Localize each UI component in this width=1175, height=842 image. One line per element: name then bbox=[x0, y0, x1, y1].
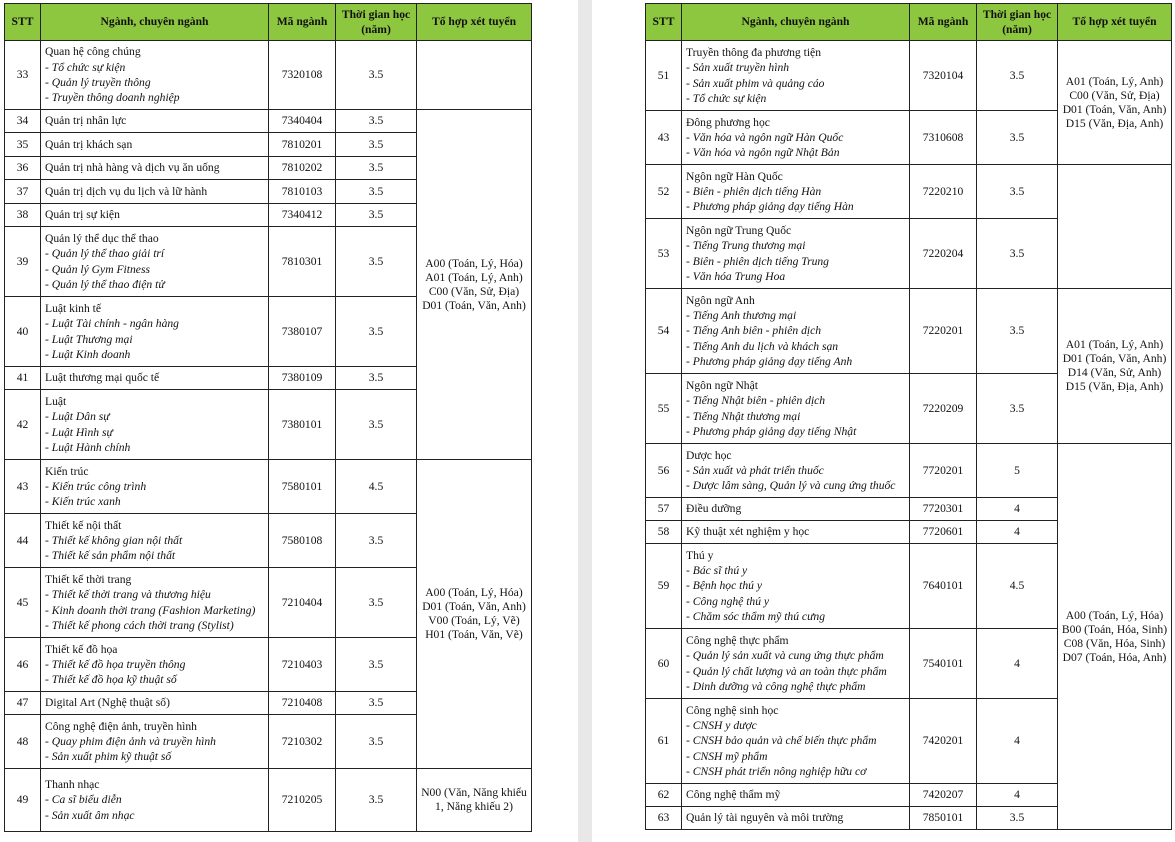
row-stt: 52 bbox=[646, 165, 682, 219]
specialization: - Văn hóa và ngôn ngữ Nhật Bản bbox=[686, 146, 840, 160]
specialization: - Tiếng Nhật thương mại bbox=[686, 409, 801, 423]
major-name: Thiết kế thời trang bbox=[45, 572, 132, 586]
major-name: Luật kinh tế bbox=[45, 301, 102, 315]
row-duration: 3.5 bbox=[336, 715, 417, 769]
row-stt: 36 bbox=[5, 157, 41, 180]
row-stt: 44 bbox=[5, 514, 41, 568]
major-name: Công nghệ thực phẩm bbox=[686, 633, 789, 647]
specialization: - Kiến trúc công trình bbox=[45, 479, 147, 493]
row-stt: 41 bbox=[5, 367, 41, 390]
major-name: Công nghệ sinh học bbox=[686, 703, 779, 717]
row-stt: 61 bbox=[646, 699, 682, 784]
combo-cell bbox=[1058, 444, 1172, 830]
specialization: - Quay phim điện ảnh và truyền hình bbox=[45, 734, 216, 748]
specialization: - Sản xuất truyền hình bbox=[686, 61, 790, 75]
specialization: - Tiếng Anh thương mại bbox=[686, 309, 797, 323]
header-code: Mã ngành bbox=[269, 4, 336, 41]
row-duration: 3.5 bbox=[336, 514, 417, 568]
row-major bbox=[682, 41, 910, 111]
major-name: Ngôn ngữ Anh bbox=[686, 293, 755, 307]
row-stt: 37 bbox=[5, 180, 41, 204]
combo-cell bbox=[417, 110, 532, 460]
specialization: - Tổ chức sự kiện bbox=[45, 60, 126, 74]
specialization: - Phương pháp giảng dạy tiếng Hàn bbox=[686, 200, 854, 214]
table-row bbox=[5, 769, 532, 832]
header-major: Ngành, chuyên ngành bbox=[682, 4, 910, 41]
combo-cell bbox=[417, 41, 532, 110]
specialization: - Luật Hình sự bbox=[45, 425, 113, 439]
row-stt: 48 bbox=[5, 715, 41, 769]
row-code: 7340404 bbox=[269, 110, 336, 133]
row-stt: 60 bbox=[646, 629, 682, 699]
row-stt: 42 bbox=[5, 390, 41, 460]
specialization: - Thiết kế đồ họa truyền thông bbox=[45, 657, 186, 671]
combo-line: C00 (Văn, Sử, Địa) bbox=[1069, 88, 1160, 102]
row-code: 7420207 bbox=[910, 784, 977, 807]
specialization: - Tiếng Anh biên - phiên dịch bbox=[686, 324, 822, 338]
row-code: 7320104 bbox=[910, 41, 977, 111]
row-duration: 4.5 bbox=[977, 544, 1058, 629]
row-major bbox=[682, 374, 910, 444]
table-row bbox=[646, 289, 1172, 374]
specialization: - Kinh doanh thời trang (Fashion Marketing) bbox=[45, 603, 256, 617]
row-major bbox=[41, 769, 269, 832]
row-duration: 3.5 bbox=[977, 807, 1058, 830]
specialization: - Ca sĩ biểu diễn bbox=[45, 793, 122, 807]
specialization: - Biên - phiên dịch tiếng Trung bbox=[686, 254, 829, 268]
row-duration: 3.5 bbox=[336, 297, 417, 367]
row-duration: 3.5 bbox=[336, 133, 417, 157]
row-major bbox=[682, 289, 910, 374]
row-duration: 3.5 bbox=[336, 638, 417, 692]
header-combos: Tổ hợp xét tuyển bbox=[417, 4, 532, 41]
specialization: - Quản lý thể thao giải trí bbox=[45, 247, 165, 261]
combo-line: A01 (Toán, Lý, Anh) bbox=[1065, 74, 1164, 88]
specialization: - Thiết kế đồ họa kỹ thuật số bbox=[45, 673, 177, 687]
row-major bbox=[682, 544, 910, 629]
row-major bbox=[41, 367, 269, 390]
specialization: - CNSH bảo quản và chế biến thực phẩm bbox=[686, 734, 877, 748]
row-duration: 3.5 bbox=[336, 110, 417, 133]
row-code: 7340412 bbox=[269, 204, 336, 227]
table-row bbox=[5, 460, 532, 514]
header-stt: STT bbox=[646, 4, 682, 41]
specialization: - Dược lâm sàng, Quản lý và cung ứng thuốc bbox=[686, 479, 896, 493]
specialization: - Tiếng Trung thương mại bbox=[686, 239, 806, 253]
row-stt: 55 bbox=[646, 374, 682, 444]
row-major bbox=[682, 165, 910, 219]
row-code: 7380107 bbox=[269, 297, 336, 367]
row-major bbox=[41, 568, 269, 638]
table-row bbox=[646, 444, 1172, 498]
row-stt: 38 bbox=[5, 204, 41, 227]
major-name: Digital Art (Nghệ thuật số) bbox=[45, 696, 170, 710]
row-major bbox=[41, 227, 269, 297]
row-major bbox=[41, 41, 269, 110]
row-duration: 3.5 bbox=[336, 692, 417, 715]
major-name: Luật bbox=[45, 394, 67, 408]
specialization: - Sản xuất và phát triển thuốc bbox=[686, 463, 824, 477]
header-combos: Tổ hợp xét tuyển bbox=[1058, 4, 1172, 41]
row-duration: 3.5 bbox=[336, 769, 417, 832]
major-name: Dược học bbox=[686, 448, 732, 462]
specialization: - Tổ chức sự kiện bbox=[686, 91, 767, 105]
row-major bbox=[682, 498, 910, 521]
specialization: - Truyền thông doanh nghiệp bbox=[45, 91, 180, 105]
row-duration: 4 bbox=[977, 629, 1058, 699]
major-name: Thiết kế nội thất bbox=[45, 518, 122, 532]
row-stt: 46 bbox=[5, 638, 41, 692]
row-major bbox=[41, 204, 269, 227]
row-duration: 3.5 bbox=[977, 374, 1058, 444]
row-code: 7540101 bbox=[910, 629, 977, 699]
major-name: Quản trị dịch vụ du lịch và lữ hành bbox=[45, 184, 208, 198]
row-duration: 4 bbox=[977, 521, 1058, 544]
row-stt: 54 bbox=[646, 289, 682, 374]
header-duration: Thời gian học (năm) bbox=[977, 4, 1058, 41]
combo-cell bbox=[1058, 289, 1172, 444]
specialization: - Luật Tài chính - ngân hàng bbox=[45, 317, 179, 331]
row-major bbox=[41, 110, 269, 133]
header-stt: STT bbox=[5, 4, 41, 41]
specialization: - CNSH mỹ phẩm bbox=[686, 749, 768, 763]
row-stt: 51 bbox=[646, 41, 682, 111]
row-stt: 34 bbox=[5, 110, 41, 133]
major-name: Kỹ thuật xét nghiệm y học bbox=[686, 525, 810, 539]
specialization: - Văn hóa và ngôn ngữ Hàn Quốc bbox=[686, 130, 844, 144]
combo-line: N00 (Văn, Năng khiếu 1, Năng khiếu 2) bbox=[421, 786, 527, 813]
major-name: Truyền thông đa phương tiện bbox=[686, 45, 822, 59]
row-major bbox=[41, 692, 269, 715]
row-stt: 58 bbox=[646, 521, 682, 544]
row-stt: 47 bbox=[5, 692, 41, 715]
row-major bbox=[41, 297, 269, 367]
specialization: - Thiết kế sản phẩm nội thất bbox=[45, 549, 176, 563]
row-duration: 3.5 bbox=[336, 157, 417, 180]
row-major bbox=[682, 111, 910, 165]
specialization: - Sản xuất âm nhạc bbox=[45, 808, 135, 822]
specialization: - Kiến trúc xanh bbox=[45, 495, 121, 509]
row-duration: 3.5 bbox=[336, 227, 417, 297]
row-duration: 4.5 bbox=[336, 460, 417, 514]
major-name: Điều dưỡng bbox=[686, 502, 742, 516]
specialization: - Luật Hành chính bbox=[45, 440, 131, 454]
major-name: Quản lý thể dục thể thao bbox=[45, 231, 159, 245]
row-duration: 3.5 bbox=[977, 219, 1058, 289]
row-code: 7810103 bbox=[269, 180, 336, 204]
row-stt: 33 bbox=[5, 41, 41, 110]
row-duration: 3.5 bbox=[977, 41, 1058, 111]
major-name: Luật thương mại quốc tế bbox=[45, 371, 160, 385]
specialization: - Sản xuất phim và quảng cáo bbox=[686, 76, 825, 90]
row-duration: 3.5 bbox=[336, 367, 417, 390]
row-code: 7810301 bbox=[269, 227, 336, 297]
specialization: - Quản lý truyền thông bbox=[45, 76, 151, 89]
row-duration: 4 bbox=[977, 699, 1058, 784]
combo-line: V00 (Toán, Lý, Vẽ) bbox=[428, 614, 520, 627]
specialization: - Luật Thương mại bbox=[45, 332, 133, 346]
combo-line: A00 (Toán, Lý, Hóa) bbox=[425, 256, 523, 270]
row-code: 7210302 bbox=[269, 715, 336, 769]
row-stt: 49 bbox=[5, 769, 41, 832]
row-major bbox=[682, 444, 910, 498]
specialization: - Dinh dưỡng và công nghệ thực phẩm bbox=[686, 679, 866, 693]
table-row bbox=[646, 41, 1172, 111]
row-stt: 45 bbox=[5, 568, 41, 638]
row-duration: 3.5 bbox=[336, 180, 417, 204]
row-stt: 43 bbox=[5, 460, 41, 514]
specialization: - Chăm sóc thẩm mỹ thú cưng bbox=[686, 609, 825, 623]
specialization: - Bệnh học thú y bbox=[686, 579, 762, 593]
row-stt: 43 bbox=[646, 111, 682, 165]
row-code: 7220204 bbox=[910, 219, 977, 289]
row-major bbox=[41, 133, 269, 157]
row-major bbox=[41, 180, 269, 204]
table-row bbox=[646, 165, 1172, 219]
major-name: Quản lý tài nguyên và môi trường bbox=[686, 811, 844, 825]
combo-line: C00 (Văn, Sử, Địa) bbox=[428, 284, 520, 298]
row-major bbox=[41, 514, 269, 568]
major-name: Quản trị sự kiện bbox=[45, 208, 120, 222]
combo-line: A01 (Toán, Lý, Anh) bbox=[425, 270, 523, 284]
combo-line: C08 (Văn, Hóa, Sinh) bbox=[1063, 636, 1166, 650]
row-major bbox=[682, 521, 910, 544]
combo-line: B00 (Toán, Hóa, Sinh) bbox=[1061, 622, 1168, 636]
row-code: 7220210 bbox=[910, 165, 977, 219]
row-code: 7580101 bbox=[269, 460, 336, 514]
row-major bbox=[41, 460, 269, 514]
combo-line: D01 (Toán, Văn, Anh) bbox=[1062, 102, 1167, 116]
major-name: Kiến trúc bbox=[45, 464, 89, 478]
row-code: 7220209 bbox=[910, 374, 977, 444]
row-major bbox=[682, 219, 910, 289]
row-stt: 40 bbox=[5, 297, 41, 367]
row-duration: 3.5 bbox=[977, 165, 1058, 219]
major-name: Quản trị nhà hàng và dịch vụ ăn uống bbox=[45, 161, 220, 175]
row-duration: 3.5 bbox=[977, 289, 1058, 374]
header-code: Mã ngành bbox=[910, 4, 977, 41]
specialization: - Thiết kế không gian nội thất bbox=[45, 533, 183, 547]
specialization: - Bác sĩ thú y bbox=[686, 564, 748, 578]
row-stt: 56 bbox=[646, 444, 682, 498]
specialization: - Phương pháp giảng dạy tiếng Nhật bbox=[686, 424, 857, 438]
row-code: 7580108 bbox=[269, 514, 336, 568]
combo-cell bbox=[1058, 165, 1172, 289]
specialization: - Quản lý chất lượng và an toàn thực phẩm bbox=[686, 664, 887, 678]
row-major bbox=[682, 629, 910, 699]
row-code: 7210403 bbox=[269, 638, 336, 692]
combo-line: D15 (Văn, Địa, Anh) bbox=[1065, 380, 1164, 393]
row-stt: 59 bbox=[646, 544, 682, 629]
major-name: Công nghệ thẩm mỹ bbox=[686, 788, 781, 802]
header-duration: Thời gian học (năm) bbox=[336, 4, 417, 41]
combo-cell bbox=[1058, 41, 1172, 165]
row-major bbox=[682, 699, 910, 784]
combo-line: A01 (Toán, Lý, Anh) bbox=[1065, 338, 1164, 351]
major-name: Công nghệ điện ảnh, truyền hình bbox=[45, 719, 197, 733]
row-stt: 53 bbox=[646, 219, 682, 289]
specialization: - Quản lý thể thao điện tử bbox=[45, 277, 165, 291]
specialization: - CNSH y dược bbox=[686, 719, 757, 733]
major-name: Ngôn ngữ Nhật bbox=[686, 378, 758, 392]
specialization: - Phương pháp giảng dạy tiếng Anh bbox=[686, 354, 853, 368]
row-duration: 4 bbox=[977, 498, 1058, 521]
specialization: - Văn hóa Trung Hoa bbox=[686, 269, 786, 283]
row-major bbox=[41, 638, 269, 692]
row-code: 7420201 bbox=[910, 699, 977, 784]
row-major bbox=[682, 807, 910, 830]
row-stt: 57 bbox=[646, 498, 682, 521]
combo-line: A00 (Toán, Lý, Hóa) bbox=[1065, 608, 1164, 622]
major-name: Quản trị khách sạn bbox=[45, 137, 133, 151]
admission-table-left bbox=[4, 3, 532, 832]
combo-line: D07 (Toán, Hóa, Anh) bbox=[1062, 650, 1167, 664]
major-name: Thú y bbox=[686, 548, 714, 562]
admission-table-right bbox=[645, 3, 1172, 830]
combo-cell bbox=[417, 769, 532, 832]
row-stt: 35 bbox=[5, 133, 41, 157]
combo-line: H01 (Toán, Văn, Vẽ) bbox=[425, 628, 523, 641]
major-name: Đông phương học bbox=[686, 115, 770, 129]
specialization: - Biên - phiên dịch tiếng Hàn bbox=[686, 184, 822, 198]
row-stt: 39 bbox=[5, 227, 41, 297]
row-code: 7380109 bbox=[269, 367, 336, 390]
row-duration: 3.5 bbox=[336, 568, 417, 638]
row-duration: 3.5 bbox=[336, 390, 417, 460]
page-gutter bbox=[548, 0, 638, 842]
specialization: - Tiếng Anh du lịch và khách sạn bbox=[686, 339, 839, 353]
row-code: 7640101 bbox=[910, 544, 977, 629]
major-name: Thanh nhạc bbox=[45, 778, 100, 792]
row-duration: 3.5 bbox=[336, 204, 417, 227]
row-major bbox=[682, 784, 910, 807]
row-major bbox=[41, 157, 269, 180]
row-code: 7320108 bbox=[269, 41, 336, 110]
major-name: Quan hệ công chúng bbox=[45, 45, 141, 59]
major-name: Quản trị nhân lực bbox=[45, 114, 127, 128]
header-row bbox=[646, 4, 1172, 41]
row-code: 7720301 bbox=[910, 498, 977, 521]
header-row bbox=[5, 4, 532, 41]
row-code: 7850101 bbox=[910, 807, 977, 830]
row-major bbox=[41, 715, 269, 769]
specialization: - Luật Kinh doanh bbox=[45, 347, 131, 361]
specialization: - Thiết kế thời trang và thương hiệu bbox=[45, 588, 211, 602]
specialization: - Luật Dân sự bbox=[45, 410, 110, 424]
row-code: 7810202 bbox=[269, 157, 336, 180]
row-code: 7810201 bbox=[269, 133, 336, 157]
row-code: 7310608 bbox=[910, 111, 977, 165]
row-stt: 63 bbox=[646, 807, 682, 830]
header-major: Ngành, chuyên ngành bbox=[41, 4, 269, 41]
major-name: Ngôn ngữ Hàn Quốc bbox=[686, 169, 783, 183]
row-code: 7720601 bbox=[910, 521, 977, 544]
row-code: 7210408 bbox=[269, 692, 336, 715]
row-stt: 62 bbox=[646, 784, 682, 807]
row-duration: 3.5 bbox=[977, 111, 1058, 165]
row-code: 7720201 bbox=[910, 444, 977, 498]
row-code: 7210205 bbox=[269, 769, 336, 832]
specialization: - Sản xuất phim kỹ thuật số bbox=[45, 750, 172, 764]
combo-cell bbox=[417, 460, 532, 769]
combo-line: D15 (Văn, Địa, Anh) bbox=[1065, 116, 1164, 130]
table-row bbox=[5, 41, 532, 110]
specialization: - CNSH phát triển nông nghiệp hữu cơ bbox=[686, 764, 867, 778]
row-code: 7220201 bbox=[910, 289, 977, 374]
row-major bbox=[41, 390, 269, 460]
combo-line: A00 (Toán, Lý, Hóa) bbox=[425, 586, 523, 599]
specialization: - Thiết kế phong cách thời trang (Stylist) bbox=[45, 618, 234, 632]
row-duration: 3.5 bbox=[336, 41, 417, 110]
row-duration: 5 bbox=[977, 444, 1058, 498]
row-code: 7380101 bbox=[269, 390, 336, 460]
combo-line: D01 (Toán, Văn, Anh) bbox=[422, 298, 526, 312]
specialization: - Công nghệ thú y bbox=[686, 594, 770, 608]
specialization: - Quản lý sản xuất và cung ứng thực phẩm bbox=[686, 649, 884, 663]
major-name: Ngôn ngữ Trung Quốc bbox=[686, 223, 792, 237]
page-separator bbox=[578, 0, 592, 842]
row-code: 7210404 bbox=[269, 568, 336, 638]
combo-line: D14 (Văn, Sử, Anh) bbox=[1067, 366, 1162, 379]
specialization: - Tiếng Nhật biên - phiên dịch bbox=[686, 394, 826, 408]
row-duration: 4 bbox=[977, 784, 1058, 807]
combo-line: D01 (Toán, Văn, Anh) bbox=[422, 600, 526, 613]
major-name: Thiết kế đồ họa bbox=[45, 642, 118, 656]
table-row bbox=[5, 110, 532, 133]
combo-line: D01 (Toán, Văn, Anh) bbox=[1062, 352, 1167, 365]
specialization: - Quản lý Gym Fitness bbox=[45, 262, 150, 276]
